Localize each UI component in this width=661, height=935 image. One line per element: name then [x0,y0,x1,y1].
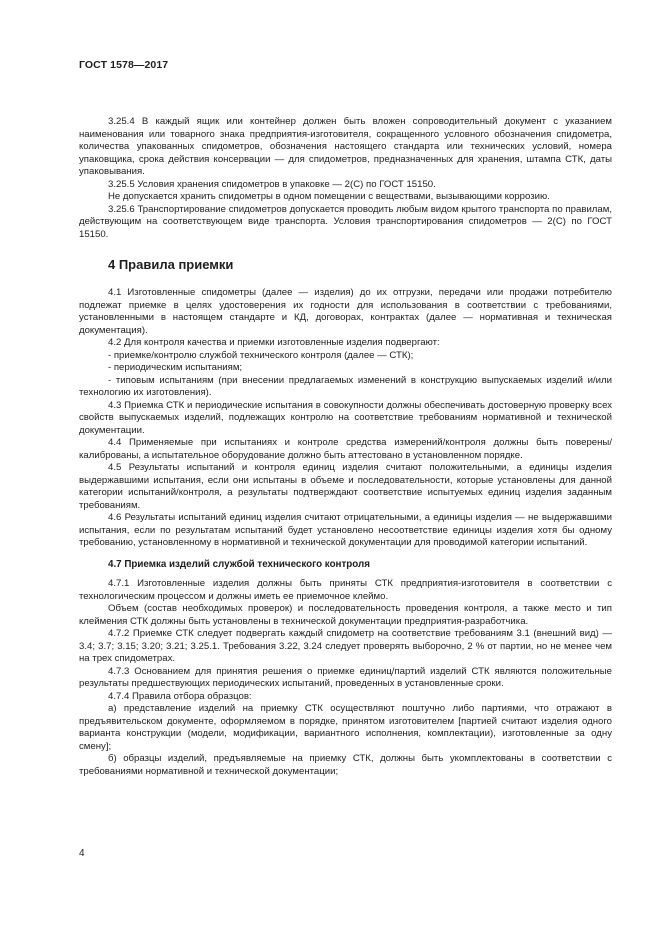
document-body [79,116,612,778]
paragraph-4-6: 4.6 Результаты испытаний единиц изделия считают отрицательными, а единицы изделия — не выдержавшими испытания, если по результатам испытаний будет установлено несоответствие единицы изделия хотя бы одному требованию, установленному в нормативной и технической документации для проводимой категории испытаний. [79,512,612,548]
page-number: 4 [79,848,85,859]
section-title-4: 4 Правила приемки [108,257,234,272]
paragraph-3-25-6: 3.25.6 Транспортирование спидометров допускается проводить любым видом крытого транспорта по правилам, действующим на соответствующем виде транспорта. Условия транспортирования спидометров — 2(С) по ГОСТ 15150. [79,203,612,240]
paragraph-4-4: 4.4 Применяемые при испытаниях и контроле средства измерений/контроля должны быть поверены/калиброваны, а испытательное оборудование должно быть аттестовано в установленном порядке. [79,437,612,461]
paragraph-4-7-4: 4.7.4 Правила отбора образцов: [108,690,252,702]
paragraph-4-5: 4.5 Результаты испытаний и контроля единиц изделия считают положительными, а единицы изделия выдержавшими испытания, если они испытаны в объеме и последовательности, которые установлены для данной категории испытаний/контроля, а результаты подтверждают соответствие испытуемых единиц изделия заданным требованиям. [79,462,612,511]
paragraph-4-7-3: 4.7.3 Основанием для принятия решения о приемке единиц/партий изделий СТК являются положительные результаты предшествующих периодических испытаний, проведенных в установленные сроки. [79,665,612,689]
paragraph-scope: Объем (состав необходимых проверок) и последовательность проведения контроля, а также место и тип клеймения СТК должны быть установлены в технической документации предприятия-разработчика. [79,603,612,627]
list-item-type-tests: - типовым испытаниям (при внесении предлагаемых изменений в конструкцию выпускаемых изделий и/или технологию их изготовления). [79,374,612,398]
list-item-stk: - приемке/контролю службой технического контроля (далее — СТК); [108,349,414,361]
paragraph-4-7-2: 4.7.2 Приемке СТК следует подвергать каждый спидометр на соответствие требованиям 3.1 (внешний вид) — 3.4; 3.7; 3.15; 3.20; 3.21; 3.25.1. Требования 3.22, 3.24 следует проверять выборочно, 2 % от партии, но не менее чем на трех спидометрах. [79,628,612,664]
paragraph-4-3: 4.3 Приемка СТК и периодические испытания в совокупности должны обеспечивать достоверную проверку всех свойств выпускаемых изделий, подлежащих контролю на соответствие требованиям нормативной и технической документации. [79,399,612,436]
document-header: ГОСТ 1578—2017 [79,59,169,71]
list-item-b: б) образцы изделий, предъявляемые на приемку СТК, должны быть укомплектованы в соответствии с требованиями нормативной и технической документации; [79,753,612,777]
paragraph-3-25-4: 3.25.4 В каждый ящик или контейнер должен быть вложен сопроводительный документ с указанием наименования или товарного знака предприятия-изготовителя, сокращенного условного обозначения спидометра, количества упакованных спидометров, обозначения настоящего стандарта или технических условий, номера упаковщика, срока действия консервации — для спидометров, предназначенных для хранения, штампа СТК, даты упаковывания. [79,116,612,177]
section-title-4-7: 4.7 Приемка изделий службой технического контроля [108,558,370,570]
paragraph-4-7-1: 4.7.1 Изготовленные изделия должны быть приняты СТК предприятия-изготовителя в соответствии с технологическим процессом и должны иметь ее приемочное клеймо. [79,578,612,602]
list-item-periodic: - периодическим испытаниям; [108,362,243,373]
list-item-a: а) представление изделий на приемку СТК осуществляют поштучно либо партиями, что отражают в предъявительском документе, оформляемом в порядке, принятом изготовителем [партией считают изделия одного варианта конструкции (модели, модификации, вариантного исполнения, комплектации), изготовленные за одну смену]; [79,703,612,752]
paragraph-corrosion-note: Не допускается хранить спидометры в одном помещении с веществами, вызывающими коррозию. [108,191,550,202]
paragraph-3-25-5: 3.25.5 Условия хранения спидометров в упаковке — 2(С) по ГОСТ 15150. [108,178,436,190]
paragraph-4-1: 4.1 Изготовленные спидометры (далее — изделия) до их отгрузки, передачи или продажи потребителю подлежат приемке в целях удостоверения их годности для использования в соответствии с требованиями, установленными в настоящем стандарте и КД, договорах, контрактах (далее — нормативная и техническая документация). [79,287,612,336]
paragraph-4-2: 4.2 Для контроля качества и приемки изготовленные изделия подвергают: [108,337,440,348]
